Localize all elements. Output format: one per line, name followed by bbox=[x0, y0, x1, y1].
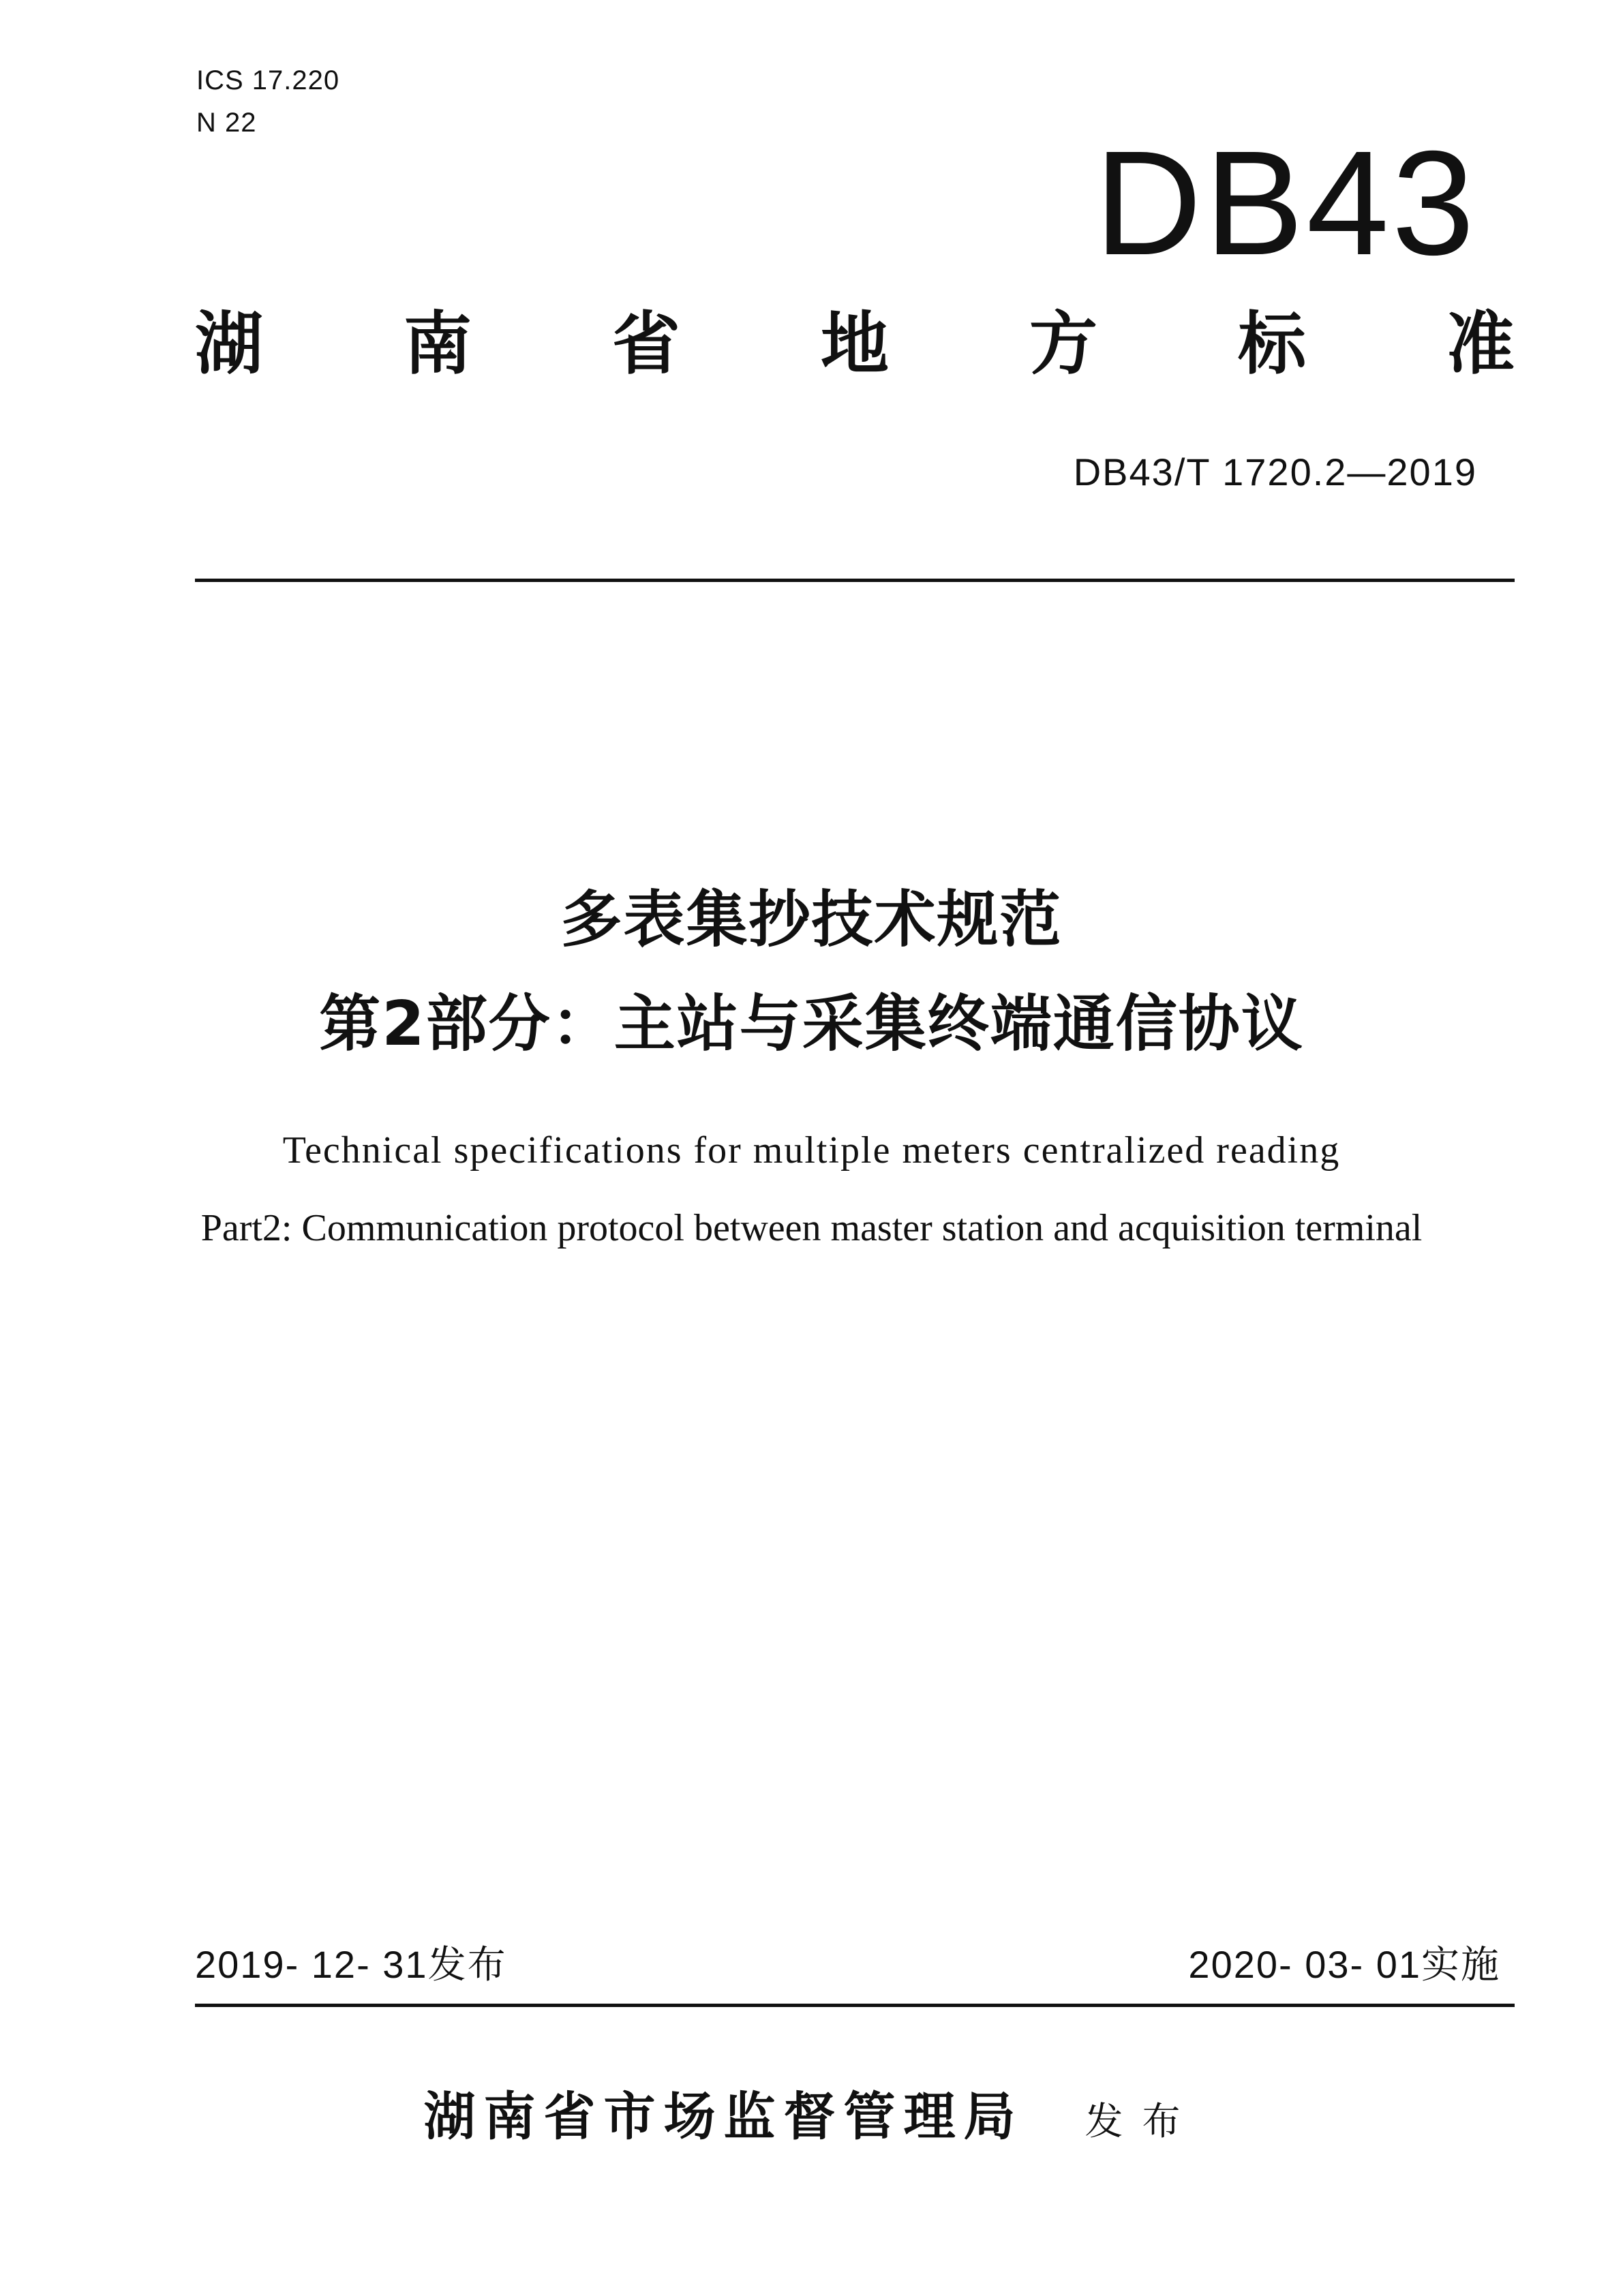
standard-type-char: 省 bbox=[612, 304, 680, 384]
standard-type-char: 标 bbox=[1238, 304, 1306, 384]
top-divider bbox=[195, 579, 1515, 582]
standard-type bbox=[195, 304, 1515, 384]
standard-type-char: 地 bbox=[821, 304, 889, 384]
standard-type-char: 方 bbox=[1029, 304, 1097, 384]
effective-date: 2020- 03- 01实施 bbox=[1188, 1943, 1500, 1986]
title-en-main: Technical specifications for multiple meters centralized reading bbox=[282, 1129, 1341, 1172]
standard-type-char: 南 bbox=[404, 304, 472, 384]
standard-type-char: 准 bbox=[1446, 304, 1515, 384]
standard-type-char: 湖 bbox=[195, 304, 263, 384]
title-en-part: Part2: Communication protocol between master station and acquisition terminal bbox=[200, 1207, 1423, 1249]
publisher bbox=[0, 2086, 1623, 2147]
publisher-action: 发布 bbox=[1084, 2100, 1200, 2144]
issue-date: 2019- 12- 31发布 bbox=[195, 1943, 507, 1986]
publisher-name: 湖南省市场监督管理局 bbox=[423, 2086, 1024, 2147]
title-cn-part: 第2部分：主站与采集终端通信协议 bbox=[319, 988, 1304, 1060]
title-cn-main: 多表集抄技术规范 bbox=[560, 884, 1063, 955]
bottom-divider bbox=[195, 2004, 1515, 2007]
standard-number: DB43/T 1720.2—2019 bbox=[1073, 450, 1477, 493]
ccs-code: N 22 bbox=[196, 108, 257, 138]
ics-code: ICS 17.220 bbox=[196, 65, 340, 95]
db-code: DB43 bbox=[1094, 121, 1477, 286]
